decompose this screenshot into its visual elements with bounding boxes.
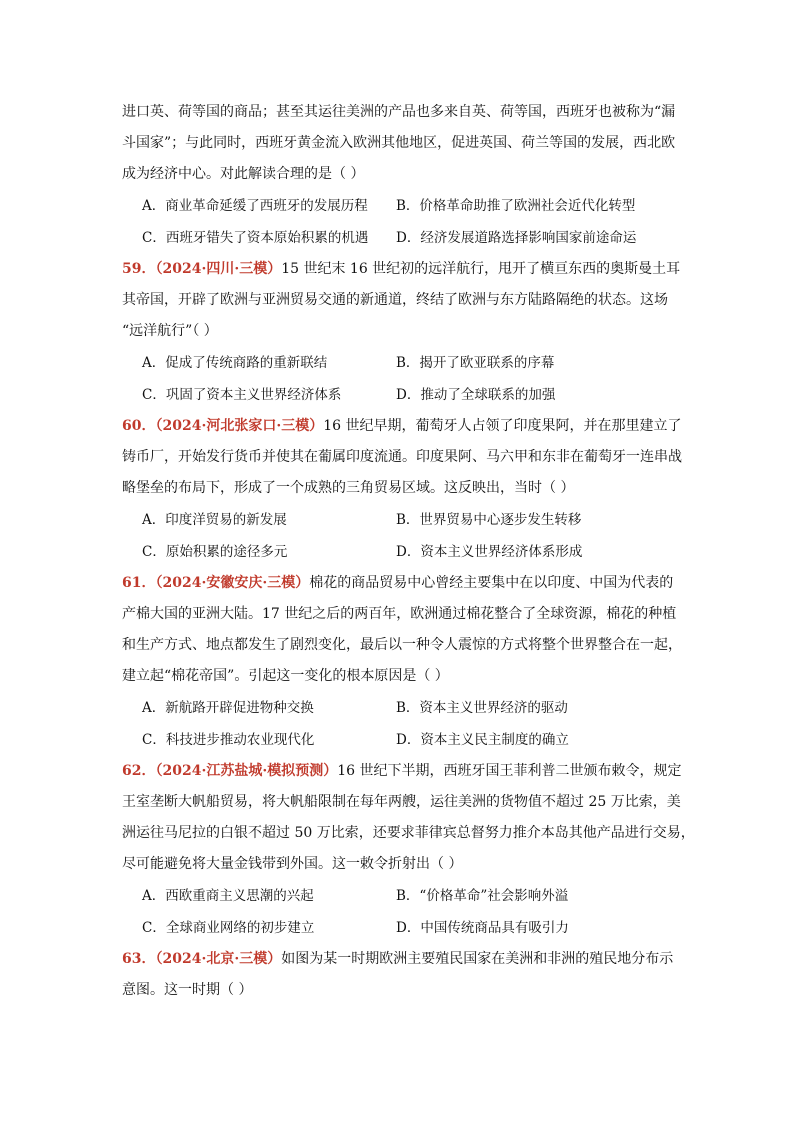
q61-text: 棉花的商品贸易中心曾经主要集中在以印度、中国为代表的	[309, 575, 674, 591]
q62-text: 16 世纪下半期，西班牙国王菲利普二世颁布敕令，规定	[337, 763, 682, 779]
q61-option-b[interactable]: B．资本主义世界经济的驱动	[396, 700, 568, 716]
q63-text: 如图为某一时期欧洲主要殖民国家在美洲和非洲的殖民地分布示	[281, 951, 674, 967]
q62-option-c[interactable]: C．全球商业网络的初步建立	[142, 920, 315, 936]
q61-stem-line-2: 产棉大国的亚洲大陆。17 世纪之后的两百年，欧洲通过棉花整合了全球资源，棉花的种植	[122, 606, 677, 622]
intro-line-1: 进口英、荷等国的商品；甚至其运往美洲的产品也多来自英、荷等国，西班牙也被称为“漏	[122, 104, 676, 120]
q60-stem-line-2: 铸币厂，开始发行货币并使其在葡属印度流通。印度果阿、马六甲和东非在葡萄牙一连串战	[122, 449, 682, 465]
q60-option-c[interactable]: C．原始积累的途径多元	[142, 544, 288, 560]
q61-number: 61．	[122, 575, 156, 591]
q58-option-b[interactable]: B．价格革命助推了欧洲社会近代化转型	[396, 198, 636, 214]
q60-option-a[interactable]: A．印度洋贸易的新发展	[142, 512, 287, 528]
q58-option-c[interactable]: C．西班牙错失了资本原始积累的机遇	[142, 230, 369, 246]
q59-stem-line-3: “远洋航行”（ ）	[122, 323, 218, 339]
q61-source: （2024·安徽安庆·三模）	[155, 575, 310, 591]
q60-option-b[interactable]: B．世界贸易中心逐步发生转移	[396, 512, 582, 528]
q62-source: （2024·江苏盐城·模拟预测）	[155, 763, 338, 779]
q60-option-d[interactable]: D．资本主义世界经济体系形成	[396, 544, 583, 560]
q59-text: 15 世纪末 16 世纪初的远洋航行，甩开了横亘东西的奥斯曼土耳	[281, 261, 681, 277]
q62-stem-line-4: 尽可能避免将大量金钱带到外国。这一敕令折射出（ ）	[122, 856, 463, 872]
q62-option-a[interactable]: A．西欧重商主义思潮的兴起	[142, 888, 314, 904]
q61-option-c[interactable]: C．科技进步推动农业现代化	[142, 732, 315, 748]
q63-stem-line-2: 意图。这一时期（ ）	[122, 982, 253, 998]
q62-stem-line-1	[122, 761, 682, 781]
intro-line-2: 斗国家”；与此同时，西班牙黄金流入欧洲其他地区，促进英国、荷兰等国的发展，西北欧	[122, 135, 676, 151]
q63-stem-line-1	[122, 949, 682, 969]
q61-stem-line-4: 建立起“棉花帝国”。引起这一变化的根本原因是（ ）	[122, 668, 449, 684]
q61-option-d[interactable]: D．资本主义民主制度的确立	[396, 732, 569, 748]
q59-stem-line-2: 其帝国，开辟了欧洲与亚洲贸易交通的新通道，终结了欧洲与东方陆路隔绝的状态。这场	[122, 292, 668, 308]
q61-stem-line-3: 和生产方式、地点都发生了剧烈变化，最后以一种令人震惊的方式将整个世界整合在一起，	[122, 637, 682, 653]
q59-stem-line-1	[122, 259, 682, 279]
q59-option-d[interactable]: D．推动了全球联系的加强	[396, 387, 556, 403]
q59-number: 59．	[122, 261, 156, 277]
q59-source: （2024·四川·三模）	[155, 261, 282, 277]
q61-stem-line-1	[122, 573, 682, 593]
q60-source: （2024·河北张家口·三模）	[155, 418, 324, 434]
q58-option-d[interactable]: D．经济发展道路选择影响国家前途命运	[396, 230, 637, 246]
q62-option-d[interactable]: D．中国传统商品具有吸引力	[396, 920, 569, 936]
q62-option-b[interactable]: B．“价格革命”社会影响外溢	[396, 888, 569, 904]
q60-text: 16 世纪早期，葡萄牙人占领了印度果阿，并在那里建立了	[323, 418, 682, 434]
q59-option-c[interactable]: C．巩固了资本主义世界经济体系	[142, 387, 342, 403]
q62-stem-line-2: 王室垄断大帆船贸易，将大帆船限制在每年两艘，运往美洲的货物值不超过 25 万比索，美	[122, 794, 681, 810]
q60-stem-line-3: 略堡垒的布局下，形成了一个成熟的三角贸易区域。这反映出，当时（ ）	[122, 480, 575, 496]
q63-number: 63．	[122, 951, 156, 967]
q60-stem-line-1	[122, 416, 682, 436]
q61-option-a[interactable]: A．新航路开辟促进物种交换	[142, 700, 314, 716]
q62-stem-line-3: 洲运往马尼拉的白银不超过 50 万比索，还要求菲律宾总督努力推介本岛其他产品进行交易，	[122, 825, 695, 841]
q60-number: 60．	[122, 418, 156, 434]
q63-source: （2024·北京·三模）	[155, 951, 282, 967]
q59-option-b[interactable]: B．揭开了欧亚联系的序幕	[396, 355, 555, 371]
q62-number: 62．	[122, 763, 156, 779]
q59-option-a[interactable]: A．促成了传统商路的重新联结	[142, 355, 328, 371]
q58-option-a[interactable]: A．商业革命延缓了西班牙的发展历程	[142, 198, 368, 214]
intro-line-3: 成为经济中心。对此解读合理的是（ ）	[122, 166, 365, 182]
